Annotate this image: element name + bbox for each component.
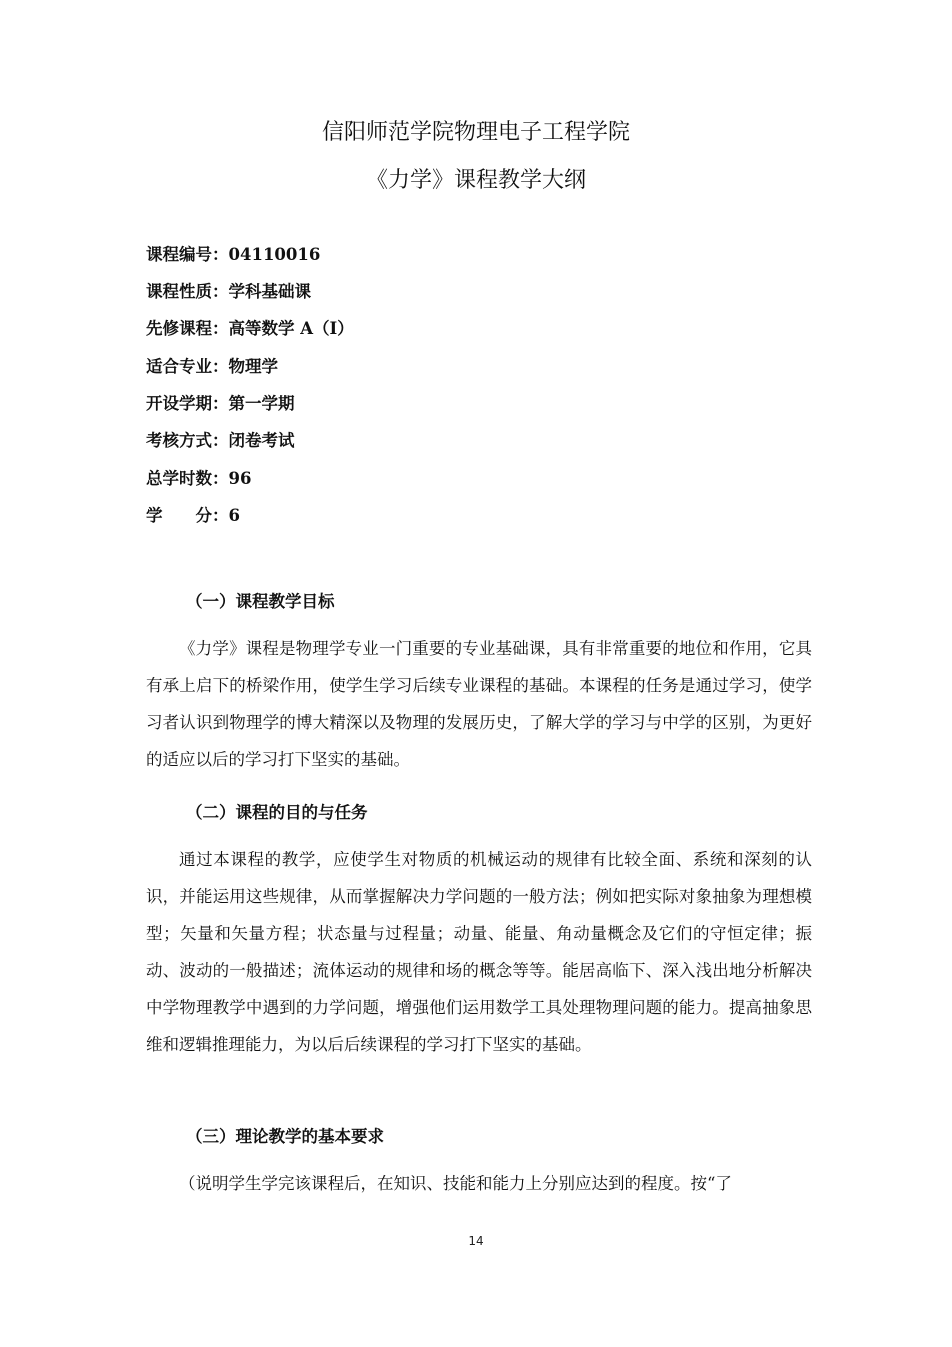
meta-label: 课程性质：: [146, 282, 229, 301]
course-number-row: [146, 243, 846, 267]
course-type-row: [146, 280, 846, 304]
meta-label: 先修课程：: [146, 319, 229, 338]
meta-value: 04110016: [228, 245, 321, 264]
section-body-purpose: 通过本课程的教学，应使学生对物质的机械运动的规律有比较全面、系统和深刻的认识，并能运用这些规律，从而掌握解决力学问题的一般方法；例如把实际对象抽象为理想模型；矢量和矢量方程；状态量与过程量；动量、能量、角动量概念及它们的守恒定律；振动、波动的一般描述；流体运动的规律和场的概念等等。能居高临下、深入浅出地分析解决中学物理教学中遇到的力学问题，增强他们运用数学工具处理物理问题的能力。提高抽象思维和逻辑推理能力，为以后后续课程的学习打下坚实的基础。: [146, 850, 812, 1054]
meta-label: 开设学期：: [146, 394, 229, 413]
prerequisite-row: [146, 317, 846, 341]
major-row: [146, 355, 846, 379]
assessment-row: [146, 429, 846, 453]
section-heading-purpose: （二）课程的目的与任务: [186, 803, 368, 822]
meta-value: 学科基础课: [228, 282, 311, 301]
meta-label: 考核方式：: [146, 431, 229, 450]
section-body-requirements: （说明学生学完该课程后，在知识、技能和能力上分别应达到的程度。按“了: [179, 1174, 732, 1193]
section-body-objectives: 《力学》课程是物理学专业一门重要的专业基础课，具有非常重要的地位和作用，它具有承上启下的桥梁作用，使学生学习后续专业课程的基础。本课程的任务是通过学习，使学习者认识到物理学的博大精深以及物理的发展历史，了解大学的学习与中学的区别，为更好的适应以后的学习打下坚实的基础。: [146, 639, 812, 769]
total-hours-row: [146, 467, 846, 491]
section-heading-objectives: （一）课程教学目标: [186, 592, 335, 611]
semester-row: [146, 392, 846, 416]
meta-label: 适合专业：: [146, 357, 229, 376]
meta-value: 第一学期: [228, 394, 295, 413]
meta-value: 物理学: [228, 357, 278, 376]
meta-label: 总学时数：: [146, 469, 229, 488]
page-number: 14: [468, 1234, 484, 1248]
meta-value: 96: [228, 469, 252, 488]
credits-row: [146, 504, 846, 528]
section-heading-requirements: （三）理论教学的基本要求: [186, 1127, 384, 1146]
syllabus-title: 《力学》课程教学大纲: [365, 168, 586, 193]
meta-value: 高等数学 A（Ⅰ）: [228, 319, 354, 338]
meta-value: 闭卷考试: [228, 431, 295, 450]
meta-label: 学 分：: [146, 506, 229, 525]
meta-label: 课程编号：: [146, 245, 229, 264]
institution-title: 信阳师范学院物理电子工程学院: [321, 120, 630, 145]
meta-value: 6: [228, 506, 240, 525]
